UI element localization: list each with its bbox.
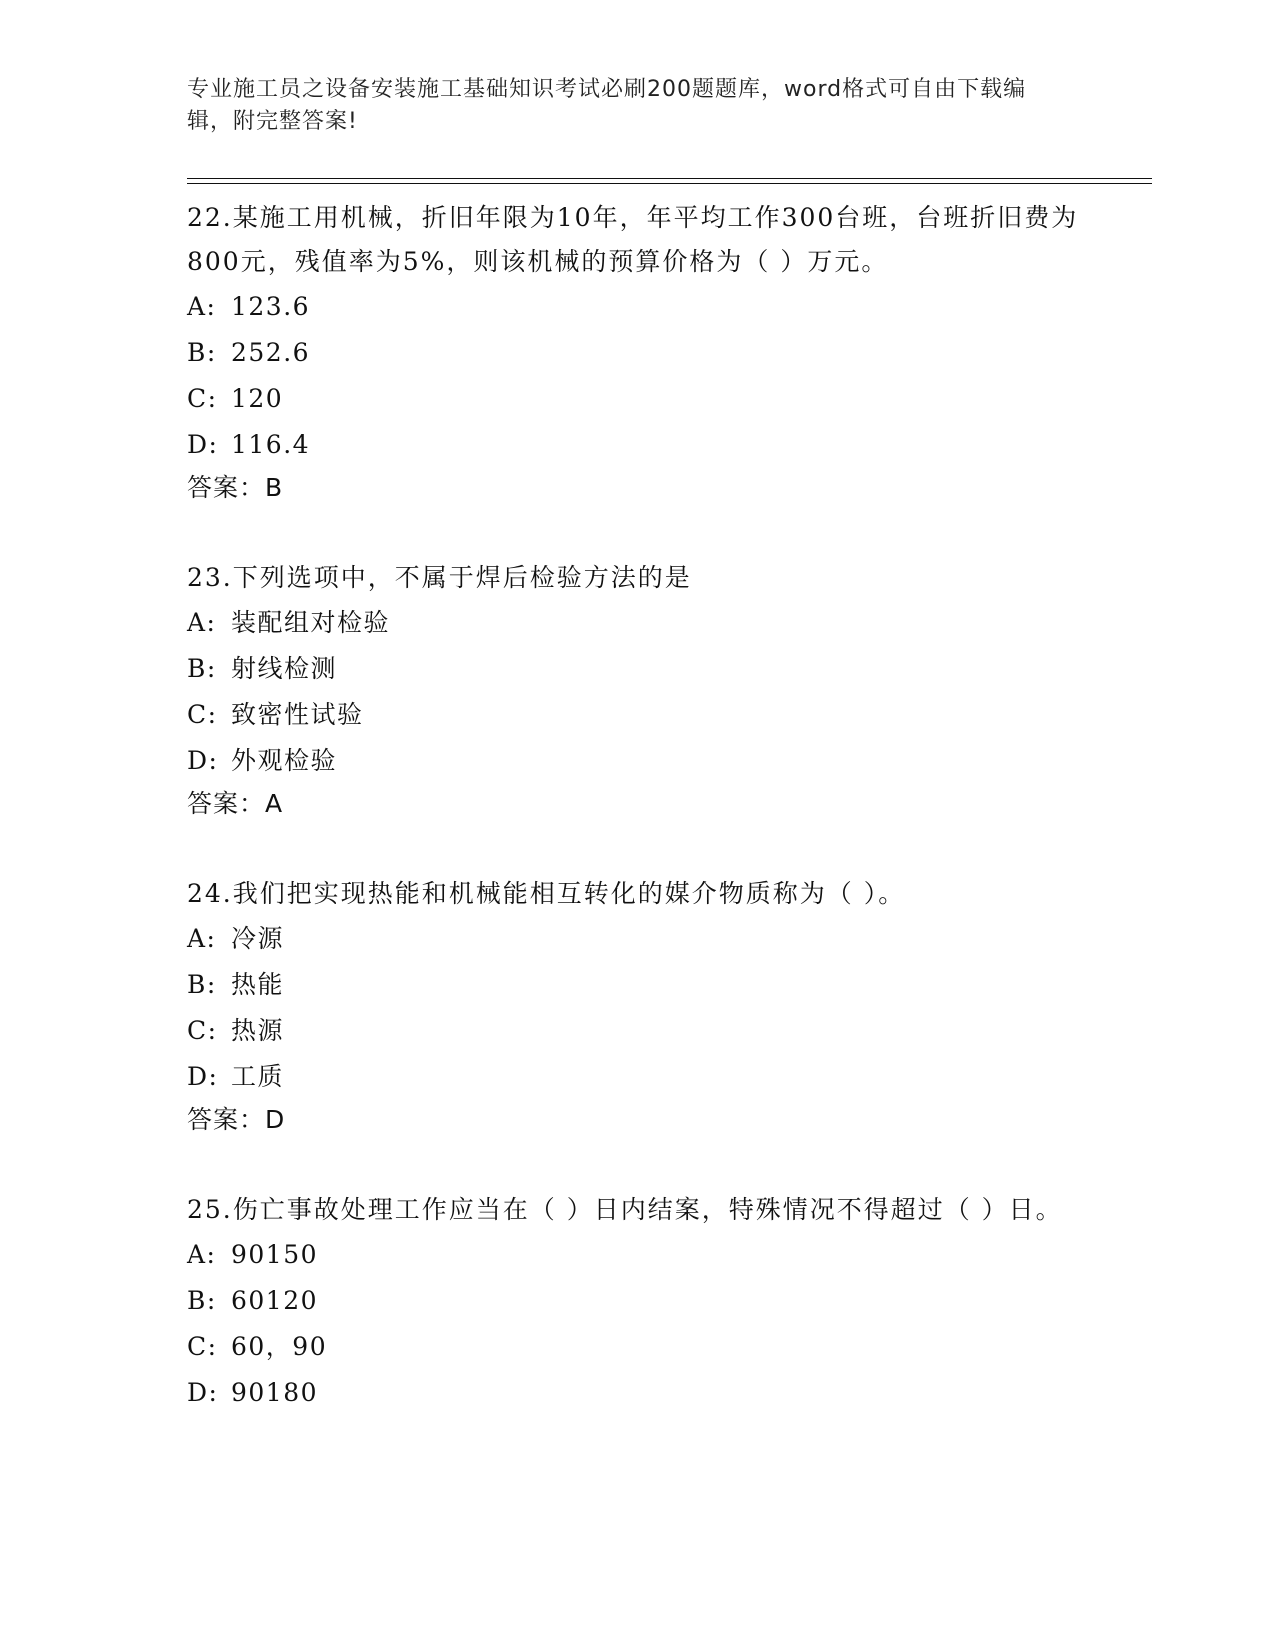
option-text: 60120 <box>231 1286 319 1315</box>
option-c <box>187 1008 1087 1054</box>
question-25 <box>187 1188 1087 1416</box>
option-text: 252.6 <box>231 338 311 367</box>
option-b <box>187 962 1087 1008</box>
option-b <box>187 330 1087 376</box>
option-d <box>187 1054 1087 1100</box>
option-text: 90180 <box>231 1378 319 1407</box>
option-letter: C: <box>187 700 218 729</box>
header-divider-top <box>187 178 1152 179</box>
question-stem: 25.伤亡事故处理工作应当在（ ）日内结案，特殊情况不得超过（ ）日。 <box>187 1195 1063 1224</box>
answer-label: 答案：D <box>187 1105 286 1134</box>
option-text: 120 <box>231 384 284 413</box>
question-stem: 23.下列选项中，不属于焊后检验方法的是 <box>187 563 692 592</box>
question-23 <box>187 556 1087 824</box>
option-letter: C: <box>187 384 218 413</box>
option-letter: B: <box>187 338 217 367</box>
option-d <box>187 422 1087 468</box>
option-a <box>187 284 1087 330</box>
option-a <box>187 1232 1087 1278</box>
option-letter: B: <box>187 970 217 999</box>
option-d <box>187 1370 1087 1416</box>
option-text: 致密性试验 <box>231 700 364 729</box>
answer-label: 答案：B <box>187 473 284 502</box>
option-b <box>187 646 1087 692</box>
question-stem: 22.某施工用机械，折旧年限为10年，年平均工作300台班，台班折旧费为800元，残值率为5%，则该机械的预算价格为（ ）万元。 <box>187 203 1079 276</box>
option-a <box>187 600 1087 646</box>
header-divider-bottom <box>187 183 1152 184</box>
option-d <box>187 738 1087 784</box>
option-text: 工质 <box>231 1062 285 1091</box>
question-stem: 24.我们把实现热能和机械能相互转化的媒介物质称为（ ）。 <box>187 879 906 908</box>
question-list <box>187 190 1087 1416</box>
option-c <box>187 1324 1087 1370</box>
option-text: 射线检测 <box>231 654 338 683</box>
option-b <box>187 1278 1087 1324</box>
option-letter: A: <box>187 924 217 953</box>
answer-label: 答案：A <box>187 789 284 818</box>
document-header: 专业施工员之设备安装施工基础知识考试必刷200题题库，word格式可自由下载编辑，附完整答案! <box>187 77 1027 134</box>
question-24 <box>187 872 1087 1140</box>
option-letter: D: <box>187 746 219 775</box>
option-text: 123.6 <box>231 292 311 321</box>
option-a <box>187 916 1087 962</box>
option-c <box>187 376 1087 422</box>
option-letter: B: <box>187 1286 217 1315</box>
option-letter: A: <box>187 292 217 321</box>
option-text: 装配组对检验 <box>231 608 391 637</box>
option-letter: B: <box>187 654 217 683</box>
option-text: 116.4 <box>231 430 311 459</box>
option-text: 外观检验 <box>231 746 338 775</box>
option-letter: A: <box>187 1240 217 1269</box>
option-letter: C: <box>187 1332 218 1361</box>
option-letter: C: <box>187 1016 218 1045</box>
option-text: 90150 <box>231 1240 319 1269</box>
option-letter: D: <box>187 1062 219 1091</box>
option-text: 热能 <box>231 970 285 999</box>
option-text: 60，90 <box>231 1332 328 1361</box>
option-letter: D: <box>187 1378 219 1407</box>
question-22 <box>187 196 1087 508</box>
option-text: 热源 <box>231 1016 285 1045</box>
option-letter: D: <box>187 430 219 459</box>
option-text: 冷源 <box>231 924 285 953</box>
option-letter: A: <box>187 608 217 637</box>
option-c <box>187 692 1087 738</box>
